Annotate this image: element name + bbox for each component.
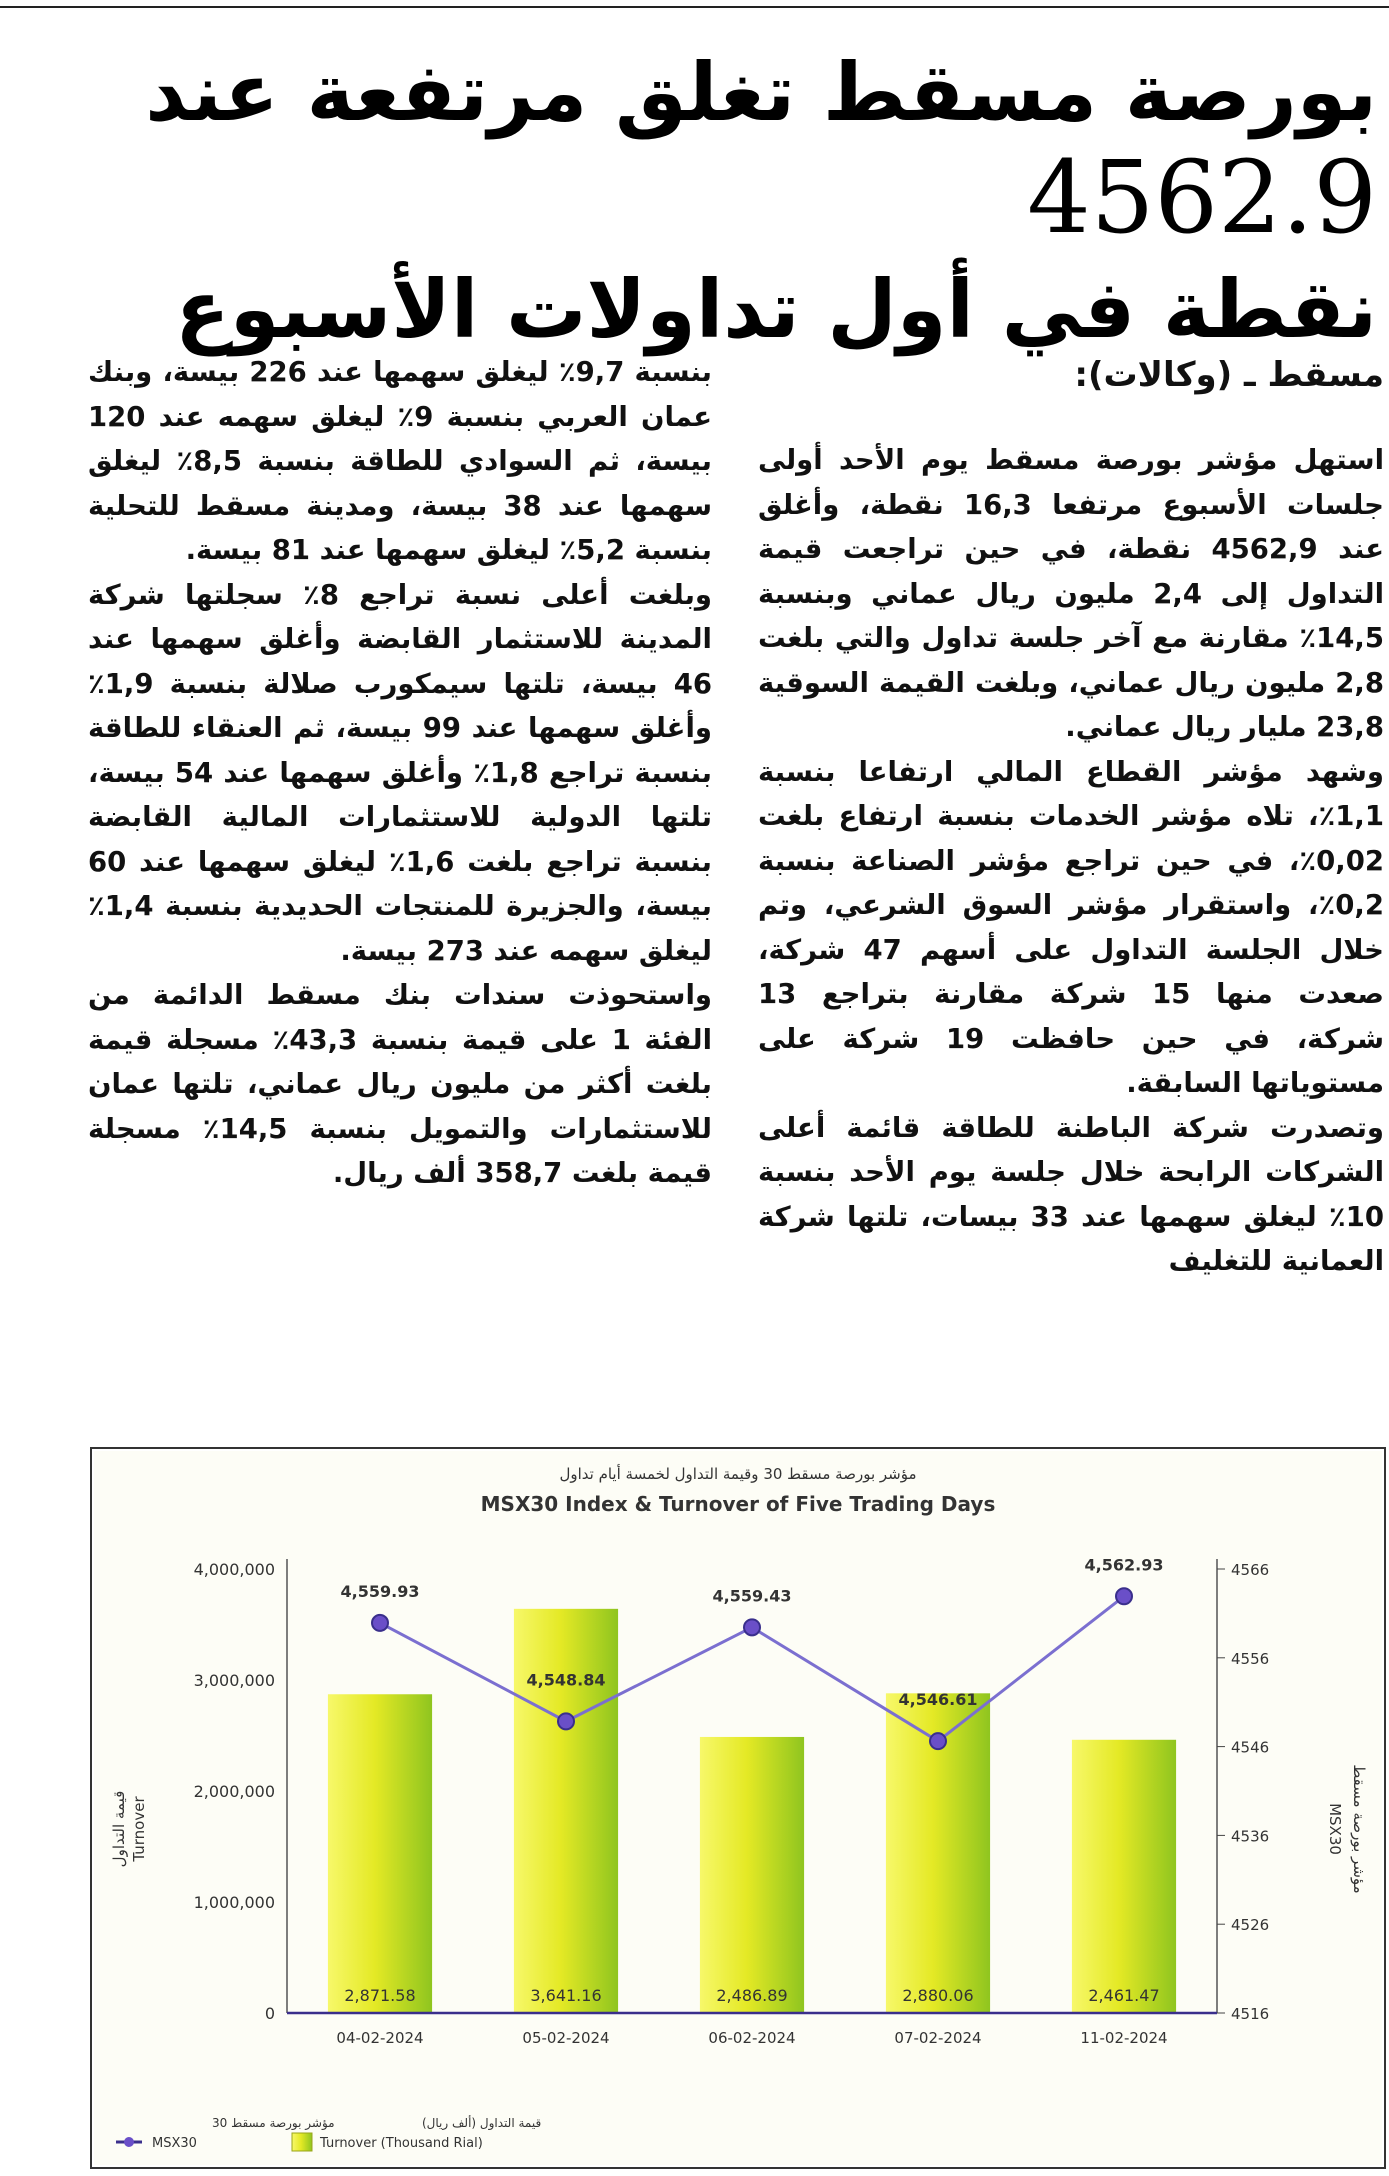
legend-bar-label-ar: قيمة التداول (ألف ريال): [422, 2116, 542, 2130]
x-tick-label: 04-02-2024: [336, 2029, 424, 2047]
turnover-bar-label: 2,871.58: [344, 1986, 416, 2005]
chart-title: MSX30 Index & Turnover of Five Trading Days: [480, 1492, 996, 1516]
headline-line-1-text: بورصة مسقط تغلق مرتفعة عند: [145, 46, 1377, 139]
right-tick-label: 4556: [1231, 1649, 1270, 1668]
msx30-point: [558, 1713, 574, 1729]
x-tick-label: 11-02-2024: [1080, 2029, 1168, 2047]
headline: [60, 40, 1377, 362]
left-axis-label: Turnover: [130, 1796, 148, 1862]
right-tick-label: 4516: [1231, 2005, 1270, 2023]
legend-line-marker: [124, 2137, 134, 2147]
left-tick-label: 1,000,000: [193, 1893, 275, 1912]
top-rule: [0, 6, 1389, 8]
msx30-point: [744, 1619, 760, 1635]
turnover-bar: [1072, 1740, 1176, 2013]
article-right-column: [758, 350, 1384, 1284]
headline-line-1-number: 4562.9: [1027, 139, 1377, 256]
headline-line-2: نقطة في أول تداولات الأسبوع: [175, 263, 1377, 356]
left-tick-label: 3,000,000: [193, 1671, 275, 1690]
turnover-bar: [700, 1737, 804, 2013]
legend-bar-swatch: [292, 2133, 312, 2151]
article-left-column: [88, 350, 712, 1196]
paragraph: واستحوذت سندات بنك مسقط الدائمة من الفئة 1 على قيمة بنسبة 43,3٪ مسجلة قيمة بلغت أكثر من مليون ريال عماني، تلتها عمان للاستثمارات والتمويل بنسبة 14,5٪ مسجلة قيمة بلغت 358,7 ألف ريال.: [88, 979, 713, 1189]
legend-bar-label: Turnover (Thousand Rial): [320, 2136, 483, 2151]
x-tick-label: 05-02-2024: [522, 2029, 610, 2047]
legend-line-label: MSX30: [152, 2136, 197, 2151]
right-axis-label: MSX30: [1326, 1803, 1344, 1855]
right-axis-label-ar: مؤشر بورصة مسقط: [1350, 1764, 1368, 1894]
right-tick-label: 4536: [1231, 1827, 1270, 1846]
right-tick-label: 4546: [1231, 1738, 1270, 1757]
msx30-point-label: 4,546.61: [898, 1690, 978, 1710]
msx30-point-label: 4,562.93: [1084, 1555, 1164, 1575]
right-tick-label: 4526: [1231, 1916, 1270, 1935]
right-tick-label: 4566: [1231, 1561, 1270, 1579]
msx30-point-label: 4,548.84: [526, 1670, 606, 1690]
left-tick-label: 2,000,000: [193, 1782, 275, 1801]
turnover-bar-label: 2,486.89: [716, 1986, 788, 2005]
left-tick-label: 0: [264, 2004, 275, 2023]
msx30-point-label: 4,559.43: [712, 1586, 792, 1606]
chart-title-ar: مؤشر بورصة مسقط 30 وقيمة التداول لخمسة أيام تداول: [559, 1465, 917, 1483]
legend-line-label-ar: مؤشر بورصة مسقط 30: [212, 2116, 335, 2130]
msx30-point: [372, 1615, 388, 1631]
paragraph: وشهد مؤشر القطاع المالي ارتفاعا بنسبة 1,1٪، تلاه مؤشر الخدمات بنسبة ارتفاع بلغت 0,02٪، في حين تراجع مؤشر الصناعة بنسبة 0,2٪، واستقرار مؤشر السوق الشرعي، وتم خلال الجلسة التداول على أسهم 47 شركة، صعدت منها 15 شركة مقارنة بتراجع 13 شركة، في حين حافظت 19 شركة على مستوياتها السابقة.: [758, 755, 1385, 1099]
paragraph: استهل مؤشر بورصة مسقط يوم الأحد أولى جلسات الأسبوع مرتفعا 16,3 نقطة، وأغلق عند 4562,9 نقطة، في حين تراجعت قيمة التداول إلى 2,4 مليون ريال عماني وبنسبة 14,5٪ مقارنة مع آخر جلسة تداول والتي بلغت 2,8 مليون ريال عماني، وبلغت القيمة السوقية 23,8 مليار ريال عماني.: [758, 444, 1385, 743]
paragraph: وتصدرت شركة الباطنة للطاقة قائمة أعلى الشركات الرابحة خلال جلسة يوم الأحد بنسبة 10٪ ليغلق سهمها عند 33 بيسات، تلتها شركة العمانية للتغليف: [758, 1111, 1384, 1277]
x-tick-label: 06-02-2024: [708, 2029, 796, 2047]
turnover-bar-label: 2,461.47: [1088, 1986, 1160, 2005]
headline-line-1: [60, 40, 1377, 257]
left-tick-label: 4,000,000: [193, 1560, 275, 1579]
left-axis-label-ar: قيمة التداول: [110, 1790, 128, 1868]
turnover-bar-label: 3,641.16: [530, 1986, 602, 2005]
chart-figure: [90, 1447, 1386, 2169]
msx30-point-label: 4,559.93: [340, 1581, 420, 1601]
turnover-bar: [328, 1694, 432, 2013]
dateline: مسقط ـ (وكالات):: [1074, 355, 1384, 395]
chart-svg: [92, 1449, 1384, 2167]
paragraph: وبلغت أعلى نسبة تراجع 8٪ سجلتها شركة المدينة للاستثمار القابضة وأغلق سهمها عند 46 بيسة، تلتها سيمكورب صلالة بنسبة 1,9٪ وأغلق سهمها عند 99 بيسة، ثم العنقاء للطاقة بنسبة تراجع 1,8٪ وأغلق سهمها عند 54 بيسة، تلتها الدولية للاستثمارات المالية القابضة بنسبة تراجع بلغت 1,6٪ ليغلق سهمها عند 60 بيسة، والجزيرة للمنتجات الحديدية بنسبة 1,4٪ ليغلق سهمه عند 273 بيسة.: [88, 578, 712, 967]
msx30-point: [930, 1733, 946, 1749]
turnover-bar-label: 2,880.06: [902, 1986, 974, 2005]
x-tick-label: 07-02-2024: [894, 2029, 982, 2047]
paragraph: بنسبة 9,7٪ ليغلق سهمها عند 226 بيسة، وبنك عمان العربي بنسبة 9٪ ليغلق سهمه عند 120 بيسة، ثم السوادي للطاقة بنسبة 8,5٪ ليغلق سهمها عند 38 بيسة، ومدينة مسقط للتحلية بنسبة 5,2٪ ليغلق سهمها عند 81 بيسة.: [88, 356, 712, 566]
msx30-point: [1116, 1588, 1132, 1604]
